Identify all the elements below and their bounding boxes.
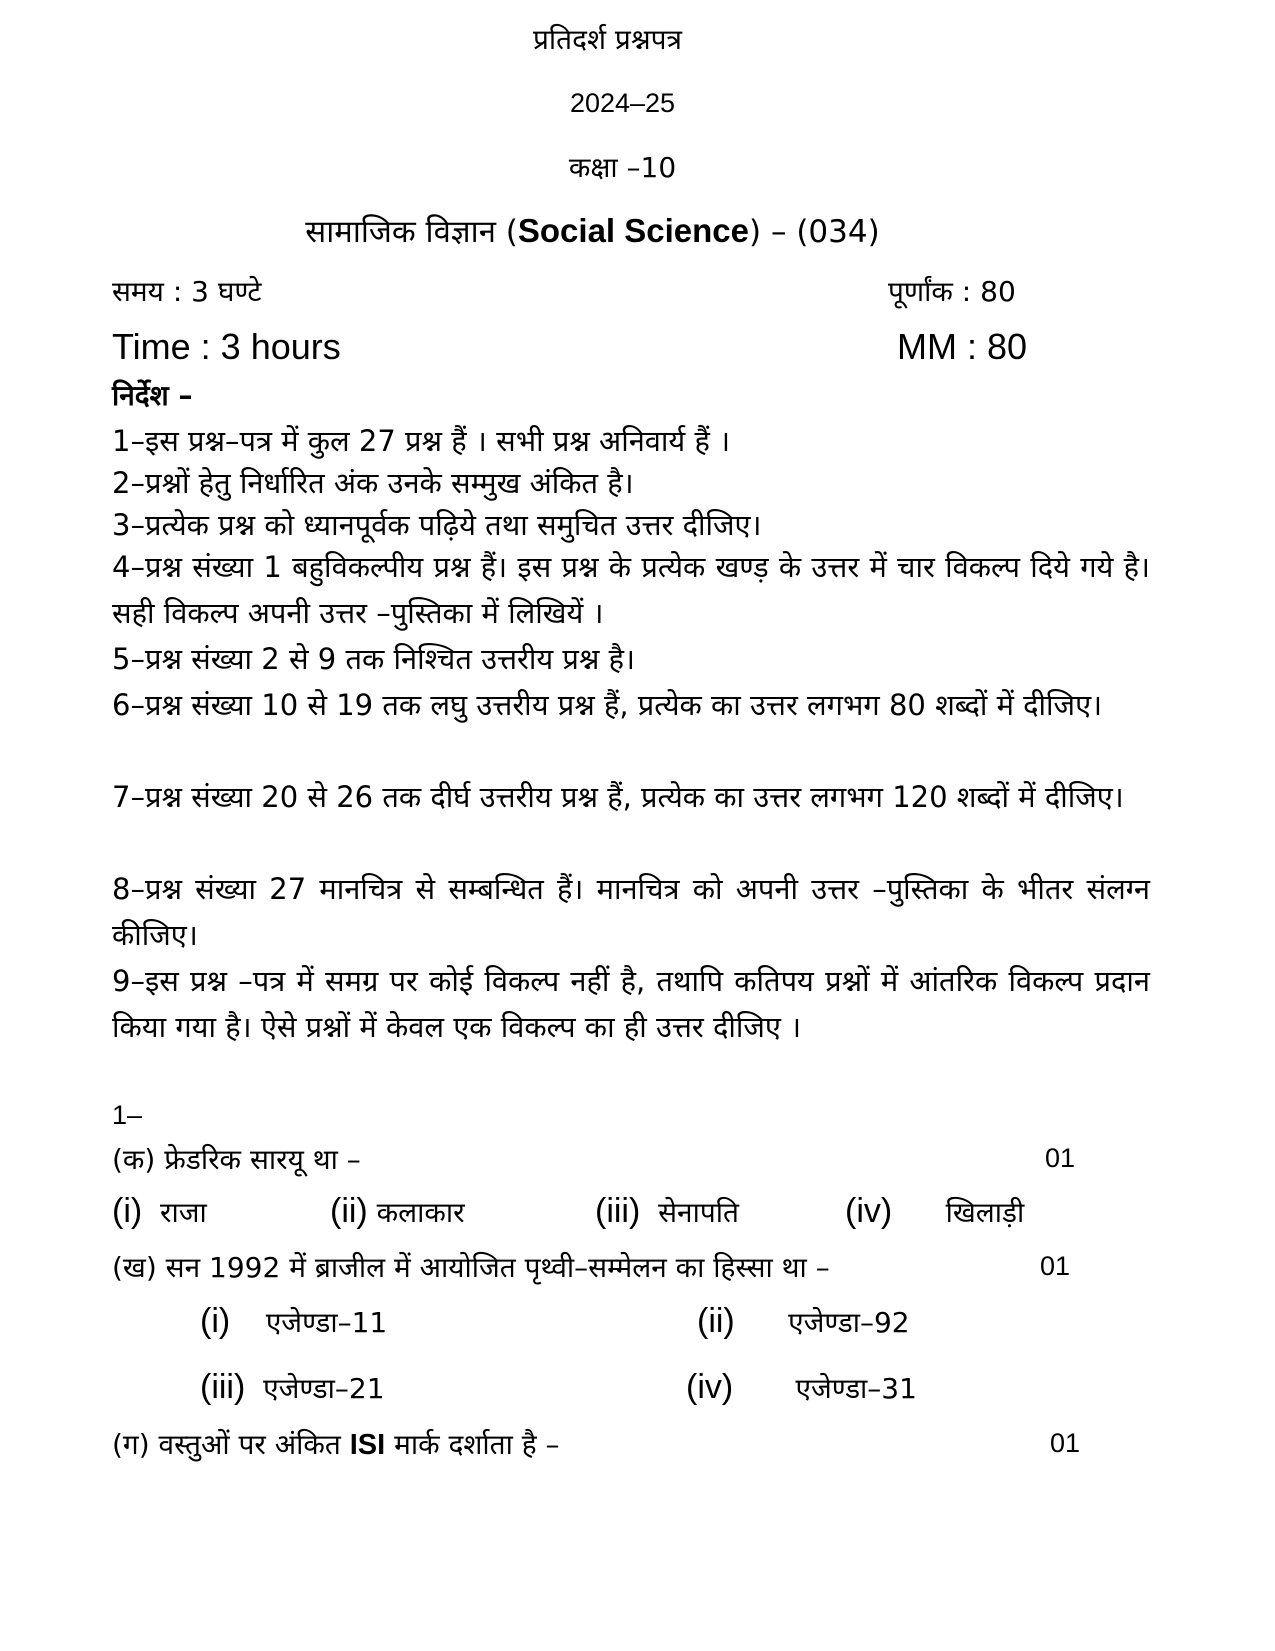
marks-label: 01: [1045, 1143, 1076, 1173]
part-text: वस्तुओं पर अंकित ISI मार्क दर्शाता है –: [158, 1428, 560, 1461]
option-item: (ii) कलाकार: [330, 1192, 465, 1230]
option-item: (i) राजा: [112, 1192, 207, 1230]
option-item: (iv) एजेण्डा–31: [686, 1368, 917, 1406]
option-item: (ii) एजेण्डा–92: [697, 1302, 910, 1340]
instruction-item: 9–इस प्रश्न –पत्र में समग्र पर कोई विकल्प नहीं है, तथापि कतिपय प्रश्नों में आंतरिक विकल्प प्रदान किया गया है। ऐसे प्रश्नों में केवल एक विकल्प का ही उत्तर दीजिए ।: [112, 964, 1150, 1044]
isi-mark: ISI: [349, 1429, 386, 1461]
instruction-item: 4–प्रश्न संख्या 1 बहुविकल्पीय प्रश्न हैं। इस प्रश्न के प्रत्येक खण्ड़ के उत्तर में चार विकल्प दिये गये है। सही विकल्प अपनी उत्तर –पुस्तिका में लिखियें ।: [112, 550, 1150, 630]
option-item: (iii) एजेण्डा–21: [200, 1368, 385, 1406]
instruction-item: 3–प्रत्येक प्रश्न को ध्यानपूर्वक पढ़िये तथा समुचित उत्तर दीजिए।: [112, 508, 762, 542]
part-label: (ख): [112, 1251, 157, 1284]
option-item: (i) एजेण्डा–11: [200, 1302, 388, 1340]
subject-code: ) – (034): [749, 214, 880, 250]
part-text: फ्रेडरिक सारयू था –: [164, 1143, 361, 1176]
part-label: (क): [112, 1143, 156, 1176]
instructions-heading: निर्देश –: [112, 379, 193, 412]
marks-label: 01: [1050, 1428, 1081, 1458]
instruction-item: 1–इस प्रश्न–पत्र में कुल 27 प्रश्न हैं । सभी प्रश्न अनिवार्य हैं ।: [112, 424, 731, 458]
instruction-item: 6–प्रश्न संख्या 10 से 19 तक लघु उत्तरीय प्रश्न हैं, प्रत्येक का उत्तर लगभग 80 शब्दों में दीजिए।: [112, 688, 1103, 722]
marks-english: MM : 80: [897, 326, 1028, 367]
marks-hindi: पूर्णांक : 80: [888, 275, 1016, 308]
subject-line: [0, 210, 1275, 252]
part-label: (ग): [112, 1428, 150, 1461]
paper-year: 2024–25: [569, 88, 676, 118]
class-label: कक्षा –10: [568, 151, 677, 184]
marks-label: 01: [1040, 1251, 1071, 1281]
question-part-kha: [112, 1248, 830, 1286]
instruction-item: 8–प्रश्न संख्या 27 मानचित्र से सम्बन्धित हैं। मानचित्र को अपनी उत्तर –पुस्तिका के भीतर संलग्न कीजिए।: [112, 872, 1150, 952]
time-english: Time : 3 hours: [112, 326, 341, 367]
option-item: (iii) सेनापति: [595, 1192, 739, 1230]
subject-english: Social Science: [517, 212, 750, 249]
question-part-ga: [112, 1425, 560, 1463]
instruction-item: 7–प्रश्न संख्या 20 से 26 तक दीर्घ उत्तरीय प्रश्न हैं, प्रत्येक का उत्तर लगभग 120 शब्दों में दीजिए।: [112, 780, 1124, 814]
instruction-item: 5–प्रश्न संख्या 2 से 9 तक निश्चित उत्तरीय प्रश्न है।: [112, 642, 636, 676]
paper-title: प्रतिदर्श प्रश्नपत्र: [532, 23, 683, 56]
question-part-ka: [112, 1140, 361, 1178]
subject-hindi: सामाजिक विज्ञान (: [305, 214, 518, 250]
option-item: (iv) खिलाड़ी: [845, 1192, 1025, 1230]
question-number: 1–: [112, 1100, 143, 1130]
instruction-item: 2–प्रश्नों हेतु निर्धारित अंक उनके सम्मुख अंकित है।: [112, 466, 634, 500]
part-text: सन 1992 में ब्राजील में आयोजित पृथ्वी–सम्मेलन का हिस्सा था –: [165, 1251, 830, 1284]
time-hindi: समय : 3 घण्टे: [112, 275, 262, 308]
